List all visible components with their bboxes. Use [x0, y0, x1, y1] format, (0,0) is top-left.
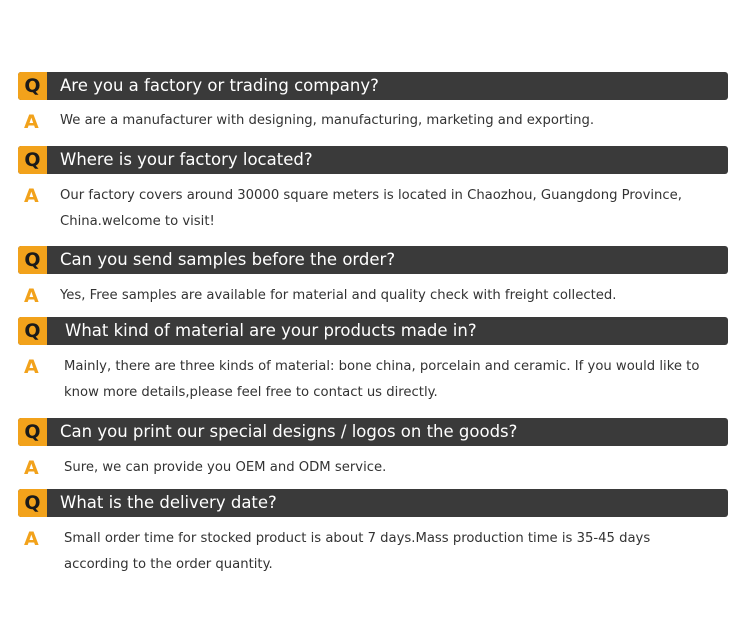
answer-text: Small order time for stocked product is about 7 days.Mass production time is 35-45 days according to the order quantity.: [64, 531, 651, 572]
question-text: What is the delivery date?: [60, 493, 277, 512]
answer-text: Mainly, there are three kinds of material: bone china, porcelain and ceramic. If you would like to know more details,please feel free to contact us directly.: [64, 359, 700, 400]
q-badge-icon: Q: [18, 489, 47, 517]
question-bar: [18, 418, 728, 446]
question-text: Where is your factory located?: [60, 150, 313, 169]
answer-text: Yes, Free samples are available for material and quality check with freight collected.: [60, 288, 617, 303]
q-badge-icon: Q: [18, 246, 47, 274]
question-bar: [18, 317, 728, 345]
a-badge-icon: A: [24, 528, 39, 550]
answer-text: Sure, we can provide you OEM and ODM service.: [64, 460, 387, 475]
question-bar: [18, 246, 728, 274]
question-text: Are you a factory or trading company?: [60, 76, 379, 95]
question-bar: [18, 72, 728, 100]
question-text: Can you send samples before the order?: [60, 250, 396, 269]
a-badge-icon: A: [24, 111, 39, 133]
q-badge-icon: Q: [18, 418, 47, 446]
a-badge-icon: A: [24, 285, 39, 307]
a-badge-icon: A: [24, 356, 39, 378]
q-badge-icon: Q: [18, 72, 47, 100]
question-bar: [18, 489, 728, 517]
question-bar: [18, 146, 728, 174]
a-badge-icon: A: [24, 457, 39, 479]
question-text: Can you print our special designs / logos on the goods?: [60, 422, 518, 441]
a-badge-icon: A: [24, 185, 39, 207]
q-badge-icon: Q: [18, 146, 47, 174]
answer-text: Our factory covers around 30000 square meters is located in Chaozhou, Guangdong Province, China.welcome to visit!: [60, 188, 682, 229]
q-badge-icon: Q: [18, 317, 47, 345]
answer-text: We are a manufacturer with designing, manufacturing, marketing and exporting.: [60, 113, 595, 128]
question-text: What kind of material are your products made in?: [65, 321, 477, 340]
